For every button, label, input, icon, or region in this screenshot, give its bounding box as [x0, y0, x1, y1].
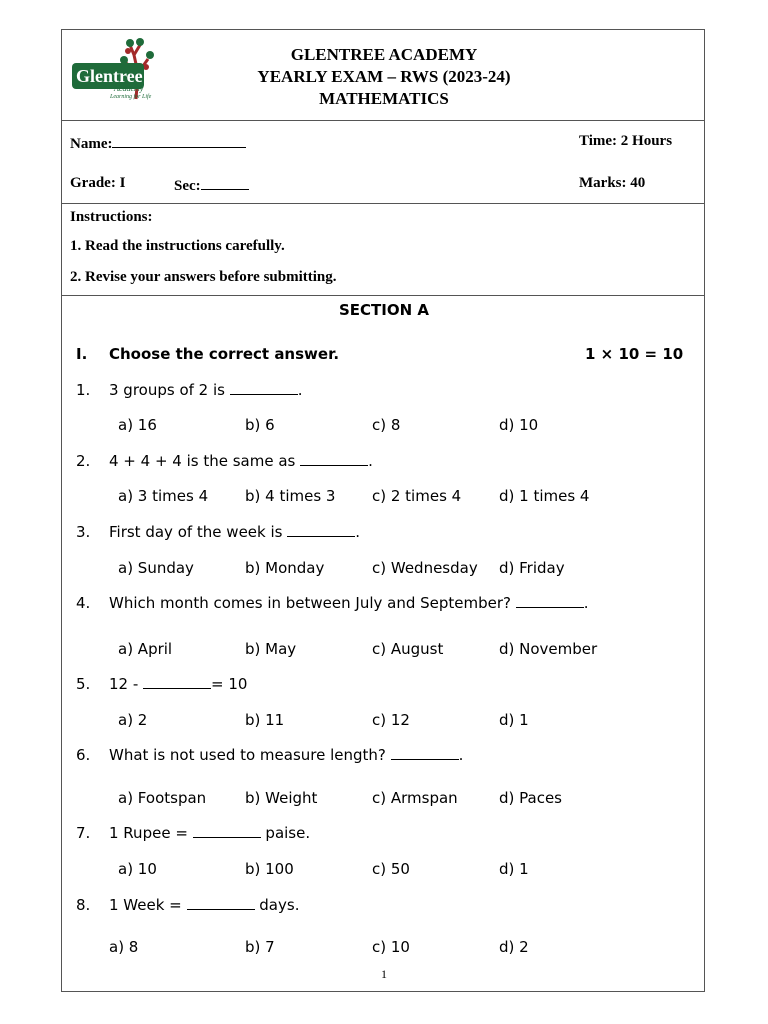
- sec-blank[interactable]: [201, 175, 249, 190]
- answer-option[interactable]: d) 10: [499, 416, 539, 434]
- answer-blank[interactable]: [287, 524, 355, 537]
- part-title: Choose the correct answer.: [109, 345, 340, 363]
- question-number: 7.: [76, 824, 91, 842]
- part-marks: 1 × 10 = 10: [585, 345, 684, 363]
- instructions-heading: Instructions:: [70, 209, 153, 225]
- answer-option[interactable]: a) 16: [118, 416, 157, 434]
- question-stem: 1 Week =: [109, 896, 187, 914]
- answer-blank[interactable]: [143, 676, 211, 689]
- question-number: 6.: [76, 746, 91, 764]
- exam-paper: [61, 29, 705, 992]
- question-suffix: .: [368, 452, 373, 470]
- answer-option[interactable]: b) Monday: [245, 559, 325, 577]
- answer-option[interactable]: c) Armspan: [372, 789, 458, 807]
- name-label: Name:: [70, 136, 113, 152]
- answer-option[interactable]: b) 6: [245, 416, 275, 434]
- question-stem: Which month comes in between July and September?: [109, 594, 516, 612]
- answer-option[interactable]: a) Footspan: [118, 789, 207, 807]
- question-stem: 1 Rupee =: [109, 824, 193, 842]
- question-text: [109, 594, 589, 612]
- name-field[interactable]: [70, 133, 246, 153]
- answer-option[interactable]: d) Friday: [499, 559, 565, 577]
- answer-option[interactable]: a) 2: [118, 711, 148, 729]
- answer-option[interactable]: d) 1 times 4: [499, 487, 590, 505]
- answer-option[interactable]: d) 1: [499, 860, 529, 878]
- answer-option[interactable]: b) 4 times 3: [245, 487, 336, 505]
- question-number: 4.: [76, 594, 91, 612]
- answer-option[interactable]: a) 10: [118, 860, 157, 878]
- question-text: [109, 896, 299, 914]
- answer-option[interactable]: a) April: [118, 640, 173, 658]
- instruction-item: 1. Read the instructions carefully.: [70, 238, 285, 254]
- section-title: SECTION A: [338, 301, 429, 319]
- question-number: 8.: [76, 896, 91, 914]
- question-number: 5.: [76, 675, 91, 693]
- question-stem: First day of the week is: [109, 523, 288, 541]
- question-number: 2.: [76, 452, 91, 470]
- answer-option[interactable]: d) 2: [499, 938, 529, 956]
- answer-blank[interactable]: [300, 453, 368, 466]
- page-number: 1: [381, 967, 387, 981]
- answer-option[interactable]: b) 7: [245, 938, 275, 956]
- question-suffix: .: [297, 381, 303, 399]
- answer-blank[interactable]: [516, 595, 584, 608]
- question-text: [109, 675, 247, 693]
- answer-option[interactable]: c) 8: [372, 416, 401, 434]
- answer-option[interactable]: b) Weight: [245, 789, 318, 807]
- logo-tagline: Learning for Life: [110, 94, 152, 100]
- answer-option[interactable]: d) 1: [499, 711, 529, 729]
- answer-option[interactable]: b) May: [245, 640, 297, 658]
- answer-option[interactable]: d) November: [499, 640, 598, 658]
- answer-option[interactable]: d) Paces: [499, 789, 562, 807]
- answer-option[interactable]: c) 2 times 4: [372, 487, 462, 505]
- part-number: I.: [76, 345, 88, 363]
- section-field[interactable]: [174, 175, 249, 195]
- answer-option[interactable]: b) 100: [245, 860, 294, 878]
- answer-option[interactable]: c) 50: [372, 860, 410, 878]
- answer-option[interactable]: c) 12: [372, 711, 410, 729]
- answer-blank[interactable]: [187, 897, 255, 910]
- name-blank[interactable]: [112, 133, 246, 148]
- question-suffix: = 10: [211, 675, 248, 693]
- answer-option[interactable]: a) 8: [109, 938, 139, 956]
- divider: [62, 120, 704, 121]
- logo-text: Glentree: [76, 66, 143, 86]
- question-text: [109, 452, 373, 470]
- question-suffix: .: [355, 523, 361, 541]
- question-suffix: .: [458, 746, 464, 764]
- answer-blank[interactable]: [230, 382, 298, 395]
- exam-title-block: [62, 44, 706, 110]
- divider: [62, 295, 704, 296]
- question-text: [109, 381, 303, 399]
- answer-option[interactable]: b) 11: [245, 711, 285, 729]
- instruction-item: 2. Revise your answers before submitting.: [70, 269, 337, 285]
- answer-blank[interactable]: [391, 747, 459, 760]
- question-stem: 4 + 4 + 4 is the same as: [109, 452, 301, 470]
- subject-name: MATHEMATICS: [319, 89, 449, 108]
- answer-option[interactable]: c) Wednesday: [372, 559, 478, 577]
- question-text: [109, 523, 360, 541]
- divider: [62, 203, 704, 204]
- question-number: 3.: [76, 523, 91, 541]
- question-suffix: days.: [254, 896, 300, 914]
- question-stem: What is not used to measure length?: [109, 746, 391, 764]
- answer-blank[interactable]: [193, 825, 261, 838]
- question-number: 1.: [76, 381, 91, 399]
- school-name: GLENTREE ACADEMY: [290, 45, 478, 64]
- answer-option[interactable]: c) August: [372, 640, 444, 658]
- question-suffix: .: [583, 594, 589, 612]
- logo-subtext: Academy: [114, 84, 144, 93]
- sec-label: Sec:: [174, 178, 201, 194]
- time-info: Time: 2 Hours: [579, 133, 673, 149]
- question-text: [109, 746, 463, 764]
- question-suffix: paise.: [260, 824, 311, 842]
- question-stem: 3 groups of 2 is: [109, 381, 230, 399]
- grade-info: Grade: I: [70, 175, 126, 191]
- marks-info: Marks: 40: [579, 175, 646, 191]
- answer-option[interactable]: c) 10: [372, 938, 410, 956]
- question-stem: 12 -: [109, 675, 144, 693]
- question-text: [109, 824, 310, 842]
- exam-name: YEARLY EXAM – RWS (2023-24): [257, 67, 511, 86]
- answer-option[interactable]: a) 3 times 4: [118, 487, 209, 505]
- answer-option[interactable]: a) Sunday: [118, 559, 194, 577]
